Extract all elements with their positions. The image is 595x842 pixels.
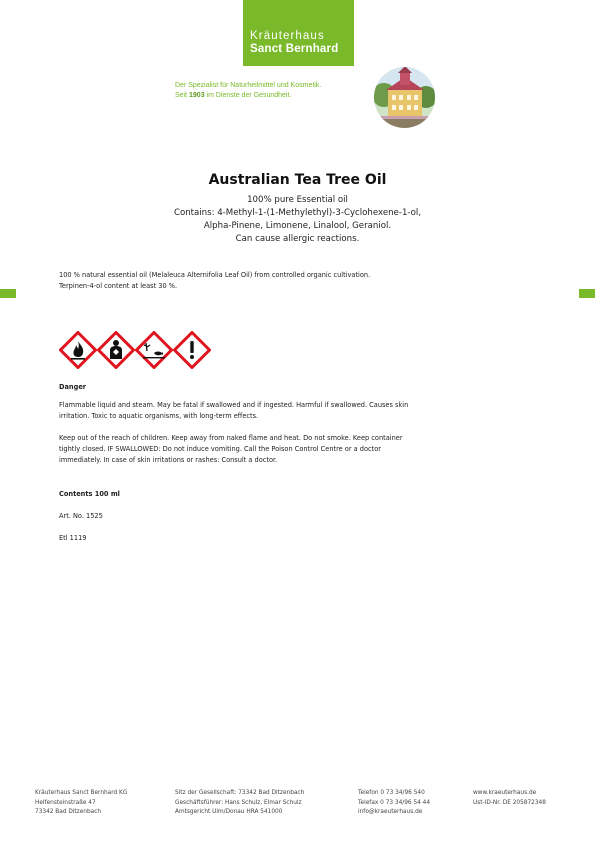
exclamation-pictogram-icon xyxy=(173,331,211,369)
signal-word: Danger xyxy=(59,383,87,391)
tagline xyxy=(175,81,321,101)
etl-code: Etl 1119 xyxy=(59,534,87,542)
hazard-statement-line: Flammable liquid and steam. May be fatal if swallowed and if ingested. Harmful if swallowed. Causes skin xyxy=(59,401,409,409)
logo-line-2: Sanct Bernhard xyxy=(250,43,339,55)
edge-mark-left xyxy=(0,289,16,298)
footer-web xyxy=(473,789,546,808)
description-line: Terpinen-4-ol content at least 30 %. xyxy=(59,282,178,290)
description-line: 100 % natural essential oil (Melaleuca Alternifolia Leaf Oil) from controlled organic cultivation. xyxy=(59,271,371,279)
footer-line: Telefon 0 73 34/96 540 xyxy=(358,790,425,796)
contents: Contents 100 ml xyxy=(59,490,120,498)
tagline-suffix: im Dienste der Gesundheit. xyxy=(204,92,292,99)
building-photo xyxy=(374,67,435,128)
footer-email[interactable]: info@kraeuterhaus.de xyxy=(358,809,423,815)
footer-line: Helfensteinstraße 47 xyxy=(35,799,96,806)
product-line: Can cause allergic reactions. xyxy=(235,234,360,244)
footer-line: Amtsgericht Ulm/Donau HRA 541000 xyxy=(175,809,283,815)
footer-line: Kräuterhaus Sanct Bernhard KG xyxy=(35,790,128,796)
health-hazard-pictogram-icon xyxy=(97,331,135,369)
tagline-line-1: Der Spezialist für Naturheilmittel und Kosmetik. xyxy=(175,82,322,89)
precaution-line: immediately. In case of skin irritations or rashes: Consult a doctor. xyxy=(59,456,278,464)
edge-mark-right xyxy=(579,289,595,298)
precaution-line: Keep out of the reach of children. Keep away from naked flame and heat. Do not smoke. Keep container xyxy=(59,434,403,442)
tagline-line-2 xyxy=(175,91,321,101)
precaution-line: tightly closed. IF SWALLOWED: Do not induce vomiting. Call the Poison Control Centre or a doctor xyxy=(59,445,381,453)
footer-line: 73342 Bad Ditzenbach xyxy=(35,809,102,815)
logo-line-1: Kräuterhaus xyxy=(250,30,325,42)
footer-contact xyxy=(358,789,430,818)
product-line: Alpha-Pinene, Limonene, Linalool, Geraniol. xyxy=(203,221,392,231)
brand-logo xyxy=(243,0,354,66)
footer-website-link[interactable]: www.kraeuterhaus.de xyxy=(473,790,537,796)
footer-legal xyxy=(175,789,304,818)
hazard-statement-line: irritation. Toxic to aquatic organisms, with long-term effects. xyxy=(59,412,259,420)
footer-line: Ust-ID-Nr. DE 205872348 xyxy=(473,799,546,806)
environment-pictogram-icon xyxy=(135,331,173,369)
footer-company xyxy=(35,789,127,818)
flame-pictogram-icon xyxy=(59,331,97,369)
product-line: Contains: 4-Methyl-1-(1-Methylethyl)-3-Cyclohexene-1-ol, xyxy=(173,208,422,218)
tagline-prefix: Seit xyxy=(175,92,190,99)
product-title: Australian Tea Tree Oil xyxy=(208,172,387,188)
footer-line: Telefax 0 73 34/96 54 44 xyxy=(358,799,431,806)
footer-line: Geschäftsführer: Hans Schulz, Elmar Schulz xyxy=(175,799,302,806)
tagline-year: 1903 xyxy=(189,92,205,99)
article-number: Art. No. 1525 xyxy=(59,512,103,520)
footer-line: Sitz der Gesellschaft: 73342 Bad Ditzenbach xyxy=(175,790,305,796)
product-line: 100% pure Essential oil xyxy=(247,195,348,205)
